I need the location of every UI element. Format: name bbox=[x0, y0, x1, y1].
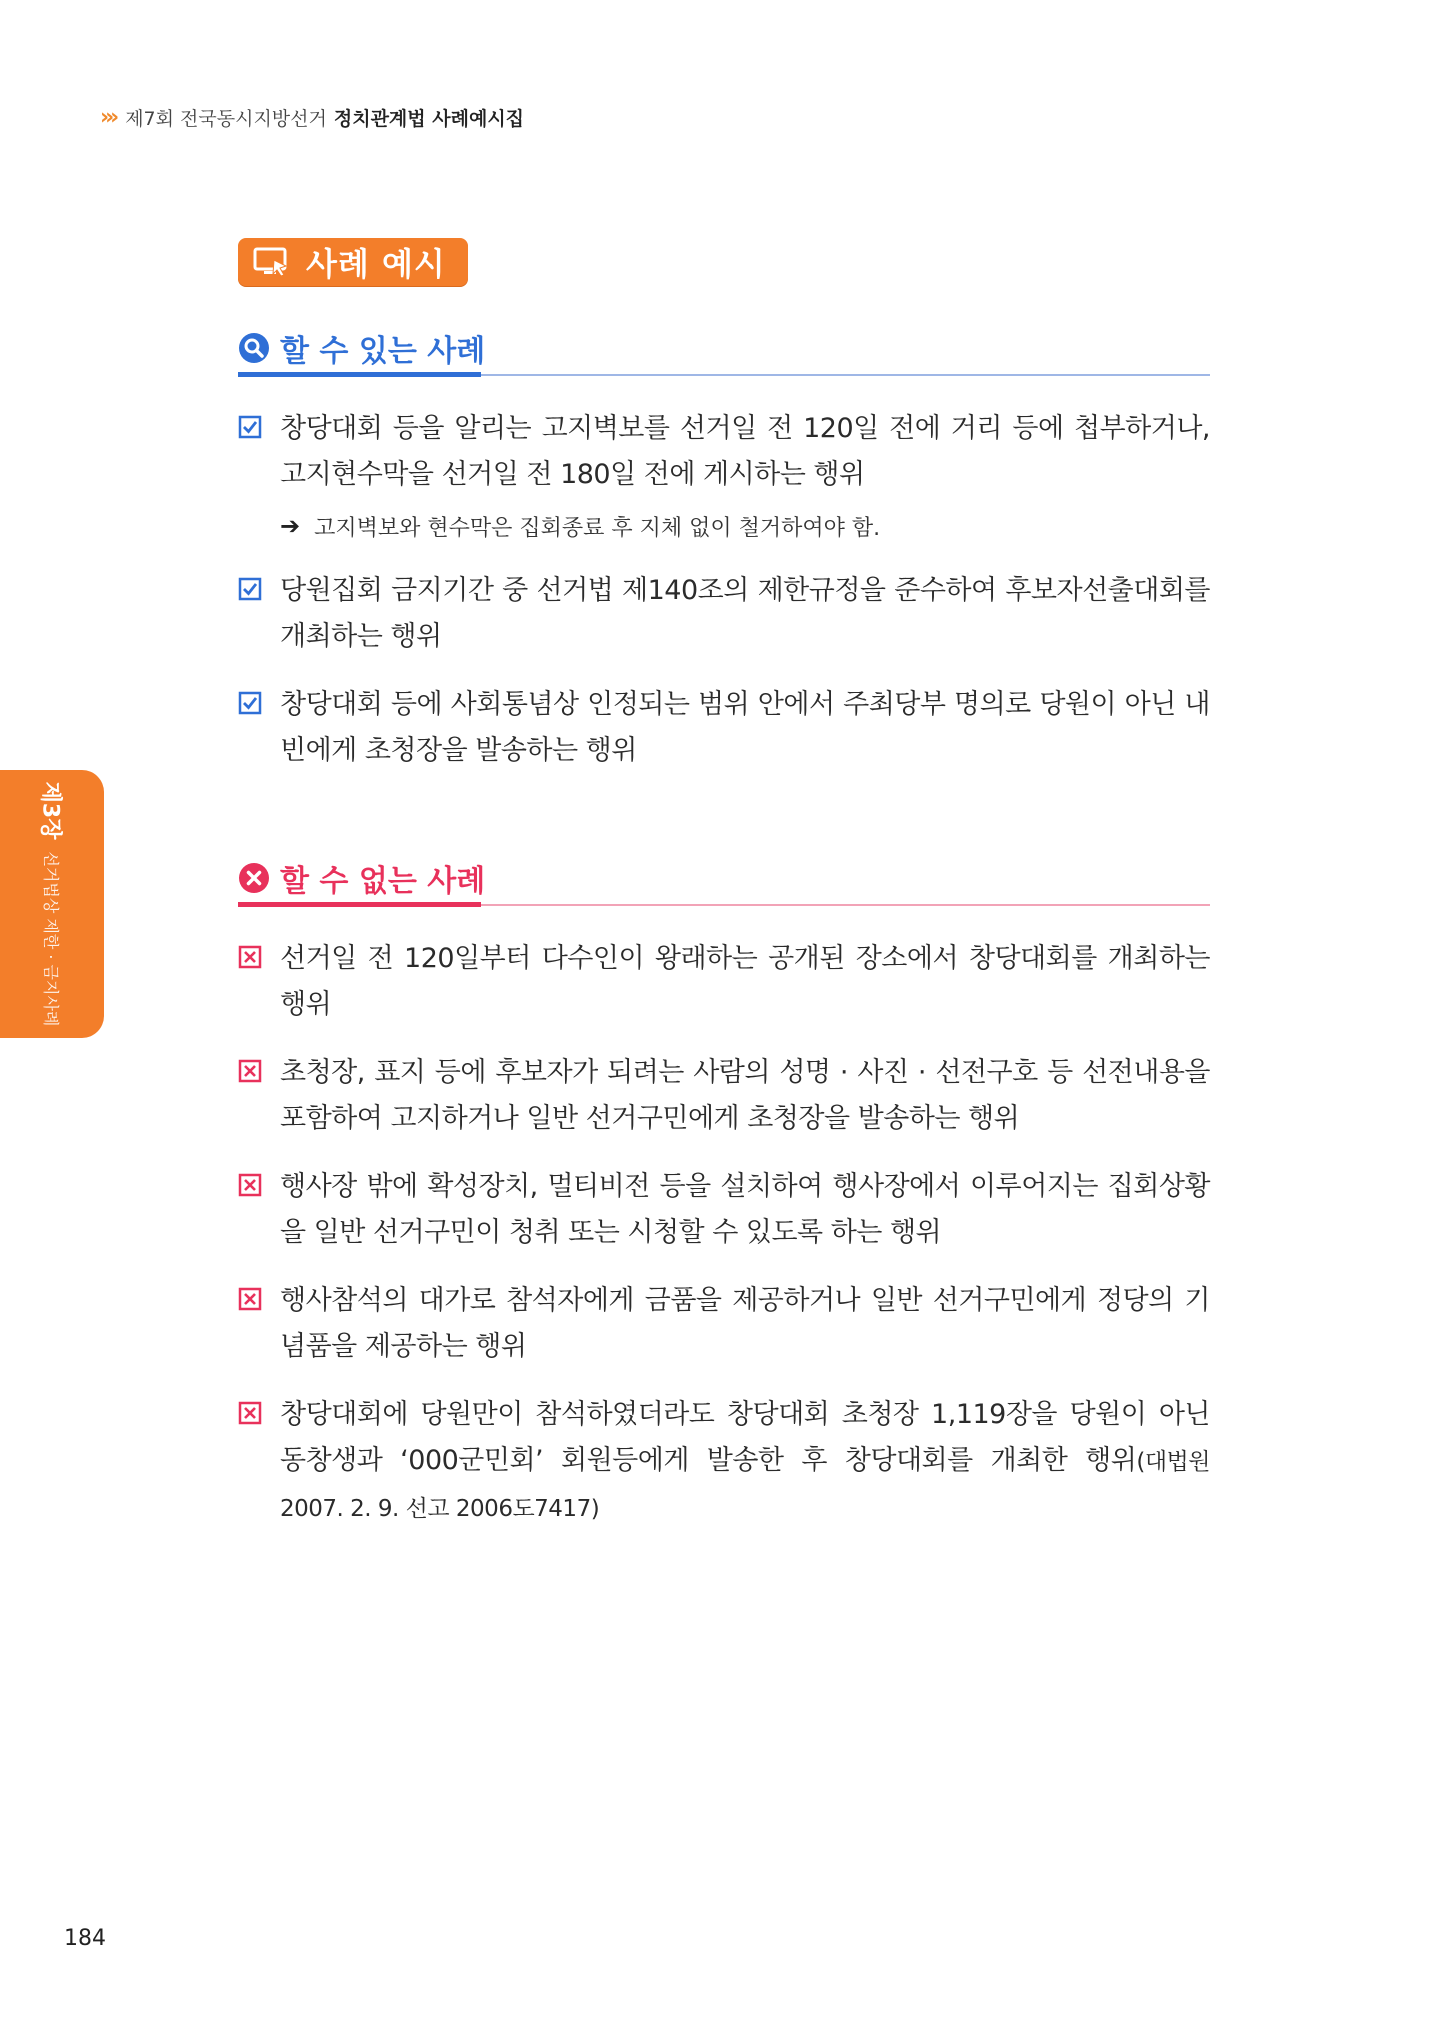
allowed-note-text: 고지벽보와 현수막은 집회종료 후 지체 없이 철거하여야 함. bbox=[314, 515, 881, 541]
allowed-item bbox=[238, 406, 1210, 498]
forbidden-title-rule bbox=[238, 904, 1210, 906]
chapter-side-tab-label bbox=[37, 782, 68, 1027]
checkbox-x-icon bbox=[238, 1173, 262, 1197]
forbidden-item bbox=[238, 936, 1210, 1028]
allowed-item bbox=[238, 568, 1210, 660]
magnifier-icon bbox=[238, 332, 270, 364]
forbidden-item-body: 창당대회에 당원만이 참석하였더라도 창당대회 초청장 1,119장을 당원이 아닌 동창생과 ‘000군민회’ 회원등에게 발송한 후 창당대회를 개최한 행위 bbox=[280, 1399, 1210, 1476]
monitor-icon bbox=[252, 246, 292, 278]
forbidden-item-text bbox=[280, 1392, 1210, 1532]
forbidden-item-text: 행사장 밖에 확성장치, 멀티비전 등을 설치하여 행사장에서 이루어지는 집회상황을 일반 선거구민이 청취 또는 시청할 수 있도록 하는 행위 bbox=[280, 1171, 1210, 1248]
chapter-subtitle: 선거법상 제한 · 금지사례 bbox=[41, 851, 61, 1027]
case-example-badge bbox=[238, 238, 468, 286]
badge-label: 사례 예시 bbox=[306, 245, 446, 283]
allowed-item bbox=[238, 682, 1210, 774]
allowed-title-rule bbox=[238, 374, 1210, 376]
chapter-number: 제3장 bbox=[37, 781, 63, 840]
checkbox-checked-icon bbox=[238, 691, 262, 715]
forbidden-item-text: 선거일 전 120일부터 다수인이 왕래하는 공개된 장소에서 창당대회를 개최하는 행위 bbox=[280, 943, 1210, 1020]
allowed-title-text: 할 수 있는 사례 bbox=[280, 334, 486, 369]
forbidden-item-text: 행사참석의 대가로 참석자에게 금품을 제공하거나 일반 선거구민에게 정당의 기념품을 제공하는 행위 bbox=[280, 1285, 1210, 1362]
checkbox-x-icon bbox=[238, 945, 262, 969]
forbidden-title-rule-accent bbox=[238, 902, 481, 907]
page-number: 184 bbox=[64, 1926, 106, 1951]
checkbox-x-icon bbox=[238, 1401, 262, 1425]
chapter-side-tab bbox=[0, 770, 104, 1038]
forbidden-title-text: 할 수 없는 사례 bbox=[280, 864, 486, 899]
forbidden-item-text: 초청장, 표지 등에 후보자가 되려는 사람의 성명 · 사진 · 선전구호 등 선전내용을 포함하여 고지하거나 일반 선거구민에게 초청장을 발송하는 행위 bbox=[280, 1057, 1210, 1134]
forbidden-item bbox=[238, 1278, 1210, 1370]
header-title: 정치관계법 사례예시집 bbox=[333, 107, 525, 130]
checkbox-x-icon bbox=[238, 1059, 262, 1083]
forbidden-item bbox=[238, 1392, 1210, 1530]
header-prefix: 제7회 전국동시지방선거 bbox=[125, 107, 327, 130]
allowed-section-title bbox=[238, 328, 485, 368]
checkbox-checked-icon bbox=[238, 415, 262, 439]
case-citation: (대법원 2007. 2. 9. 선고 2006도7417) bbox=[280, 1449, 1210, 1522]
allowed-title-rule-accent bbox=[238, 372, 481, 377]
allowed-note bbox=[280, 506, 880, 546]
allowed-item-text: 창당대회 등을 알리는 고지벽보를 선거일 전 120일 전에 거리 등에 첩부하거나, 고지현수막을 선거일 전 180일 전에 게시하는 행위 bbox=[280, 413, 1210, 490]
running-header bbox=[100, 102, 524, 132]
forbidden-item bbox=[238, 1164, 1210, 1256]
arrow-right-icon: ➔ bbox=[280, 512, 301, 540]
x-circle-icon bbox=[238, 862, 270, 894]
forbidden-section-title bbox=[238, 858, 485, 898]
chevron-icon: ››› bbox=[100, 104, 116, 130]
checkbox-checked-icon bbox=[238, 577, 262, 601]
allowed-item-text: 당원집회 금지기간 중 선거법 제140조의 제한규정을 준수하여 후보자선출대회를 개최하는 행위 bbox=[280, 575, 1210, 652]
allowed-item-text: 창당대회 등에 사회통념상 인정되는 범위 안에서 주최당부 명의로 당원이 아닌 내빈에게 초청장을 발송하는 행위 bbox=[280, 689, 1210, 766]
checkbox-x-icon bbox=[238, 1287, 262, 1311]
forbidden-item bbox=[238, 1050, 1210, 1142]
